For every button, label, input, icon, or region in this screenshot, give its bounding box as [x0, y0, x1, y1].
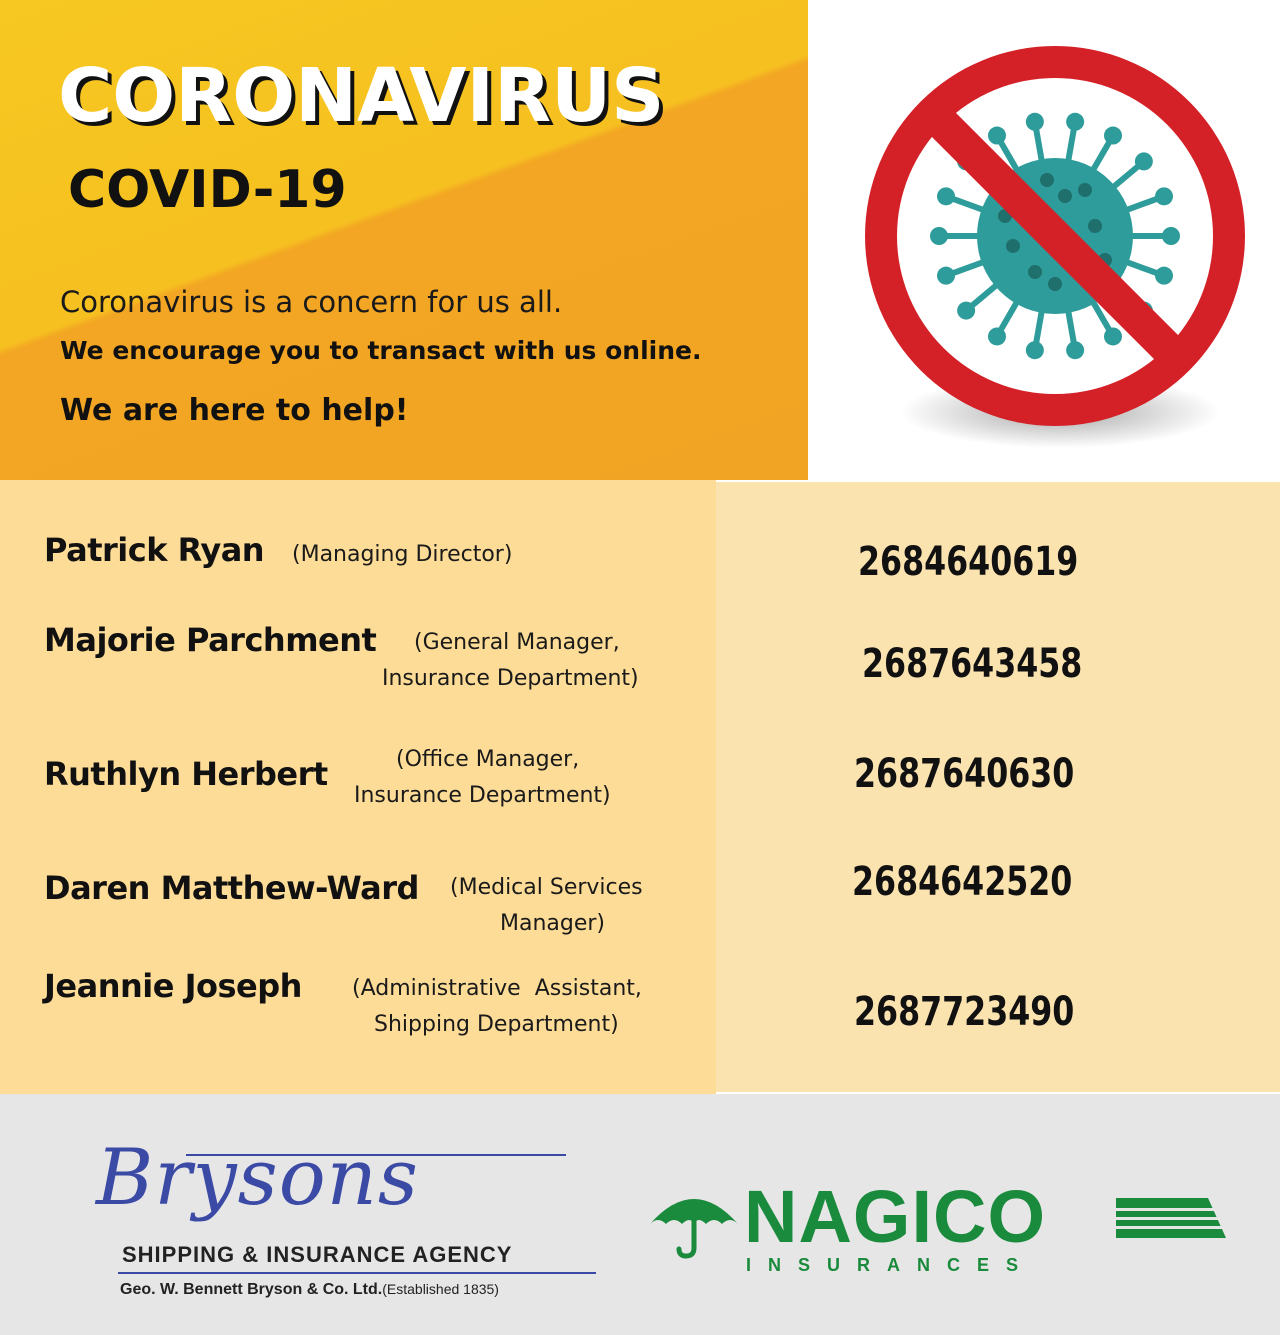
contact-role-line1: (General Manager, — [414, 630, 620, 655]
contact-list — [0, 480, 1280, 1094]
contact-role-line2: Shipping Department) — [374, 1012, 619, 1037]
contact-role-line2: Insurance Department) — [354, 783, 611, 808]
contact-name: Majorie Parchment — [44, 621, 377, 659]
banner-concern-text: Coronavirus is a concern for us all. — [60, 285, 563, 319]
nagico-logo-subtitle: INSURANCES — [746, 1255, 1036, 1275]
footer-logos — [0, 1094, 1280, 1335]
contact-phone[interactable]: 2687640630 — [854, 751, 1075, 797]
no-virus-icon — [846, 40, 1266, 470]
covid-banner — [0, 0, 808, 480]
contact-phone[interactable]: 2687723490 — [854, 989, 1075, 1035]
banner-subtitle: COVID-19 — [68, 160, 347, 220]
contact-name: Patrick Ryan — [44, 531, 265, 569]
brysons-logo — [96, 1128, 616, 1328]
contact-role-line1: (Medical Services — [450, 875, 643, 900]
brysons-logo-tagline — [122, 1242, 512, 1268]
umbrella-icon — [646, 1180, 742, 1260]
brysons-logo-underline — [118, 1272, 596, 1274]
nagico-logo-wordmark: NAGICO — [744, 1175, 1046, 1258]
brysons-company-name: Geo. W. Bennett Bryson & Co. Ltd. — [120, 1281, 383, 1298]
brysons-tagline-insurance: & INSURANCE AGENCY — [242, 1242, 513, 1267]
brysons-logo-company — [120, 1278, 499, 1301]
brysons-logo-wordmark: Brysons — [96, 1133, 419, 1223]
nagico-logo — [646, 1175, 1236, 1300]
contact-name: Ruthlyn Herbert — [44, 755, 328, 793]
contact-role-line1: (Office Manager, — [396, 747, 580, 772]
contact-role-line1: (Administrative Assistant, — [352, 976, 642, 1001]
brysons-tagline-shipping: SHIPPING — [122, 1242, 236, 1267]
banner-help-text: We are here to help! — [60, 393, 409, 428]
contact-name: Daren Matthew-Ward — [44, 869, 419, 907]
contact-phone[interactable]: 2684642520 — [852, 859, 1073, 905]
nagico-speed-lines — [1116, 1198, 1226, 1238]
banner-title: CORONAVIRUS — [58, 53, 665, 139]
contact-names-panel — [0, 480, 716, 1094]
contact-role-line2: Manager) — [500, 911, 606, 936]
contact-role-line2: Insurance Department) — [382, 666, 639, 691]
brysons-established: (Established 1835) — [382, 1281, 499, 1297]
contact-name: Jeannie Joseph — [44, 967, 302, 1005]
contact-phone[interactable]: 2687643458 — [862, 641, 1083, 687]
contact-phones-panel — [716, 482, 1280, 1092]
contact-phone[interactable]: 2684640619 — [858, 539, 1079, 585]
banner-online-text: We encourage you to transact with us online. — [60, 336, 702, 365]
contact-role: (Managing Director) — [292, 542, 513, 567]
